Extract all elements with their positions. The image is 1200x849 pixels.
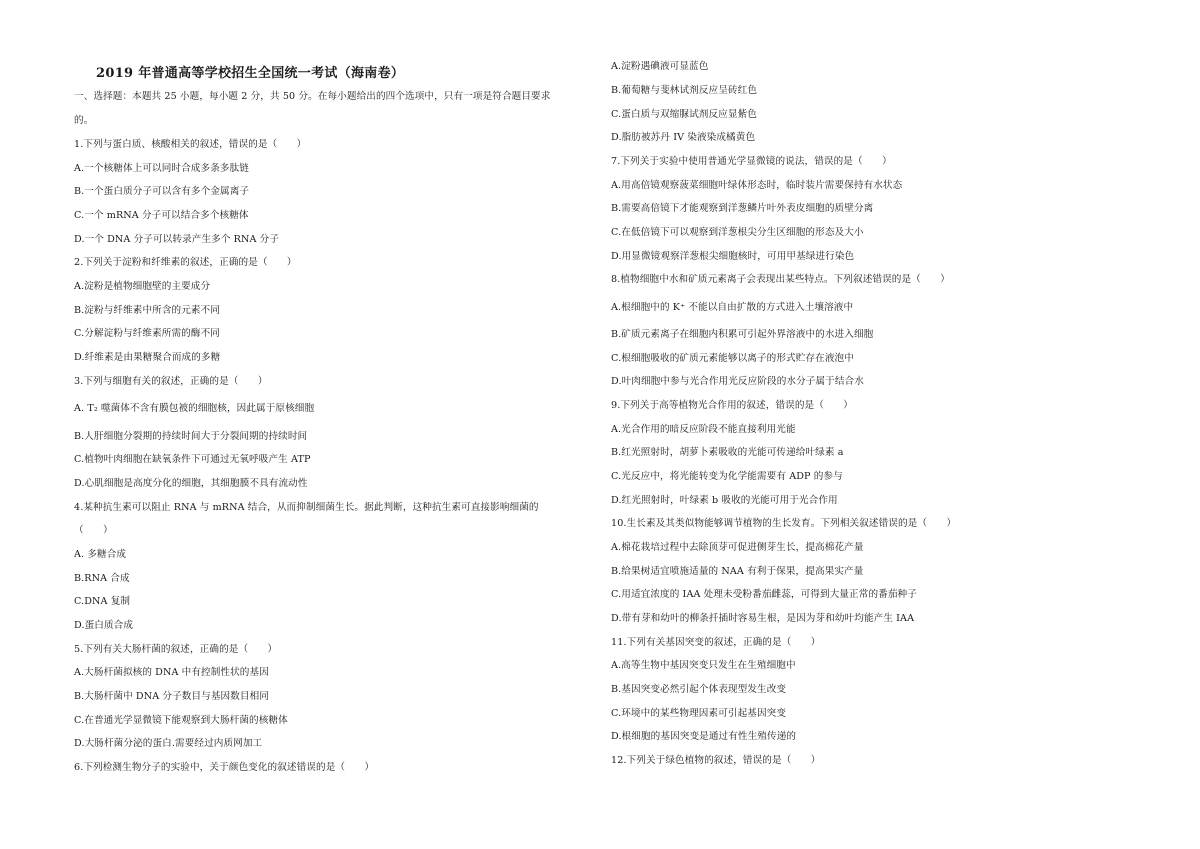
option-line: C.在低倍镜下可以观察到洋葱根尖分生区细胞的形态及大小	[611, 227, 864, 238]
question-line: 1.下列与蛋白质、核酸相关的叙述，错误的是（ ）	[74, 139, 307, 150]
option-line: B.矿质元素离子在细胞内积累可引起外界溶液中的水进入细胞	[611, 329, 874, 340]
option-line: D.纤维素是由果糖聚合而成的多糖	[74, 352, 221, 363]
option-line: C.植物叶肉细胞在缺氧条件下可通过无氧呼吸产生 ATP	[74, 454, 311, 465]
option-line: D.叶肉细胞中参与光合作用光反应阶段的水分子属于结合水	[611, 376, 864, 387]
instructions-line: 的。	[74, 115, 94, 126]
option-line: D.蛋白质合成	[74, 620, 134, 631]
option-line: D.心肌细胞是高度分化的细胞，其细胞膜不具有流动性	[74, 478, 308, 489]
option-line: B.淀粉与纤维素中所含的元素不同	[74, 305, 221, 316]
option-line: A. T₂ 噬菌体不含有膜包被的细胞核，因此属于原核细胞	[74, 403, 315, 414]
instructions-line: 一、选择题：本题共 25 小题，每小题 2 分，共 50 分。在每小题给出的四个选项中，只有一项是符合题目要求	[74, 91, 551, 102]
question-line: 2.下列关于淀粉和纤维素的叙述，正确的是（ ）	[74, 257, 297, 268]
option-line: D.红光照射时，叶绿素 b 吸收的光能可用于光合作用	[611, 495, 838, 506]
page-title: 2019 年普通高等学校招生全国统一考试（海南卷）	[96, 66, 405, 81]
option-line: B.葡萄糖与斐林试剂反应呈砖红色	[611, 85, 758, 96]
option-line: C.DNA 复制	[74, 596, 131, 607]
option-line: C.在普通光学显微镜下能观察到大肠杆菌的核糖体	[74, 715, 288, 726]
option-line: A.棉花栽培过程中去除顶芽可促进侧芽生长，提高棉花产量	[611, 542, 864, 553]
question-line: 6.下列检测生物分子的实验中，关于颜色变化的叙述错误的是（ ）	[74, 762, 375, 773]
option-line: A.大肠杆菌拟核的 DNA 中有控制性状的基因	[74, 667, 269, 678]
question-line: 9.下列关于高等植物光合作用的叙述，错误的是（ ）	[611, 400, 854, 411]
option-line: C.环境中的某些物理因素可引起基因突变	[611, 708, 787, 719]
option-line: B.RNA 合成	[74, 573, 130, 584]
option-line: A.用高倍镜观察菠菜细胞叶绿体形态时，临时装片需要保持有水状态	[611, 180, 903, 191]
question-line: 10.生长素及其类似物能够调节植物的生长发育。下列相关叙述错误的是（ ）	[611, 518, 957, 529]
option-line: A.根细胞中的 K⁺ 不能以自由扩散的方式进入土壤溶液中	[611, 302, 854, 313]
question-line: 4.某种抗生素可以阻止 RNA 与 mRNA 结合，从而抑制细菌生长。据此判断，这种抗生素可直接影响细菌的	[74, 502, 539, 513]
question-line: 3.下列与细胞有关的叙述，正确的是（ ）	[74, 376, 268, 387]
question-line: 12.下列关于绿色植物的叙述，错误的是（ ）	[611, 755, 821, 766]
option-line: C.分解淀粉与纤维素所需的酶不同	[74, 328, 220, 339]
option-line: B.需要高倍镜下才能观察到洋葱鳞片叶外表皮细胞的质壁分离	[611, 203, 874, 214]
option-line: B.红光照射时，胡萝卜素吸收的光能可传递给叶绿素 a	[611, 447, 844, 458]
option-line: C.用适宜浓度的 IAA 处理未受粉番茄雌蕊，可得到大量正常的番茄种子	[611, 589, 917, 600]
option-line: A.高等生物中基因突变只发生在生殖细胞中	[611, 660, 796, 671]
option-line: D.用显微镜观察洋葱根尖细胞核时，可用甲基绿进行染色	[611, 251, 855, 262]
question-line: （ ）	[74, 525, 113, 536]
option-line: A.淀粉是植物细胞壁的主要成分	[74, 281, 211, 292]
option-line: C.一个 mRNA 分子可以结合多个核糖体	[74, 210, 249, 221]
question-line: 11.下列有关基因突变的叙述，正确的是（ ）	[611, 637, 821, 648]
option-line: D.大肠杆菌分泌的蛋白.需要经过内质网加工	[74, 738, 263, 749]
option-line: D.脂肪被苏丹 IV 染液染成橘黄色	[611, 132, 756, 143]
option-line: A. 多糖合成	[74, 549, 127, 560]
question-line: 7.下列关于实验中使用普通光学显微镜的说法，错误的是（ ）	[611, 156, 892, 167]
option-line: B.一个蛋白质分子可以含有多个金属离子	[74, 186, 250, 197]
option-line: C.根细胞吸收的矿质元素能够以离子的形式贮存在液泡中	[611, 353, 854, 364]
option-line: C.蛋白质与双缩脲试剂反应显紫色	[611, 109, 757, 120]
option-line: B.人肝细胞分裂期的持续时间大于分裂间期的持续时间	[74, 431, 308, 442]
option-line: B.基因突变必然引起个体表现型发生改变	[611, 684, 787, 695]
option-line: D.带有芽和幼叶的柳条扦插时容易生根，是因为芽和幼叶均能产生 IAA	[611, 613, 915, 624]
question-line: 5.下列有关大肠杆菌的叙述，正确的是（ ）	[74, 644, 278, 655]
option-line: A.淀粉遇碘液可显蓝色	[611, 61, 709, 72]
option-line: A.一个核糖体上可以同时合成多条多肽链	[74, 163, 249, 174]
option-line: C.光反应中，将光能转变为化学能需要有 ADP 的参与	[611, 471, 843, 482]
option-line: B.大肠杆菌中 DNA 分子数目与基因数目相同	[74, 691, 270, 702]
option-line: B.给果树适宜喷施适量的 NAA 有利于保果，提高果实产量	[611, 566, 864, 577]
option-line: D.根细胞的基因突变是通过有性生殖传递的	[611, 731, 797, 742]
option-line: A.光合作用的暗反应阶段不能直接利用光能	[611, 424, 796, 435]
question-line: 8.植物细胞中水和矿质元素离子会表现出某些特点。下列叙述错误的是（ ）	[611, 274, 950, 285]
option-line: D.一个 DNA 分子可以转录产生多个 RNA 分子	[74, 234, 280, 245]
